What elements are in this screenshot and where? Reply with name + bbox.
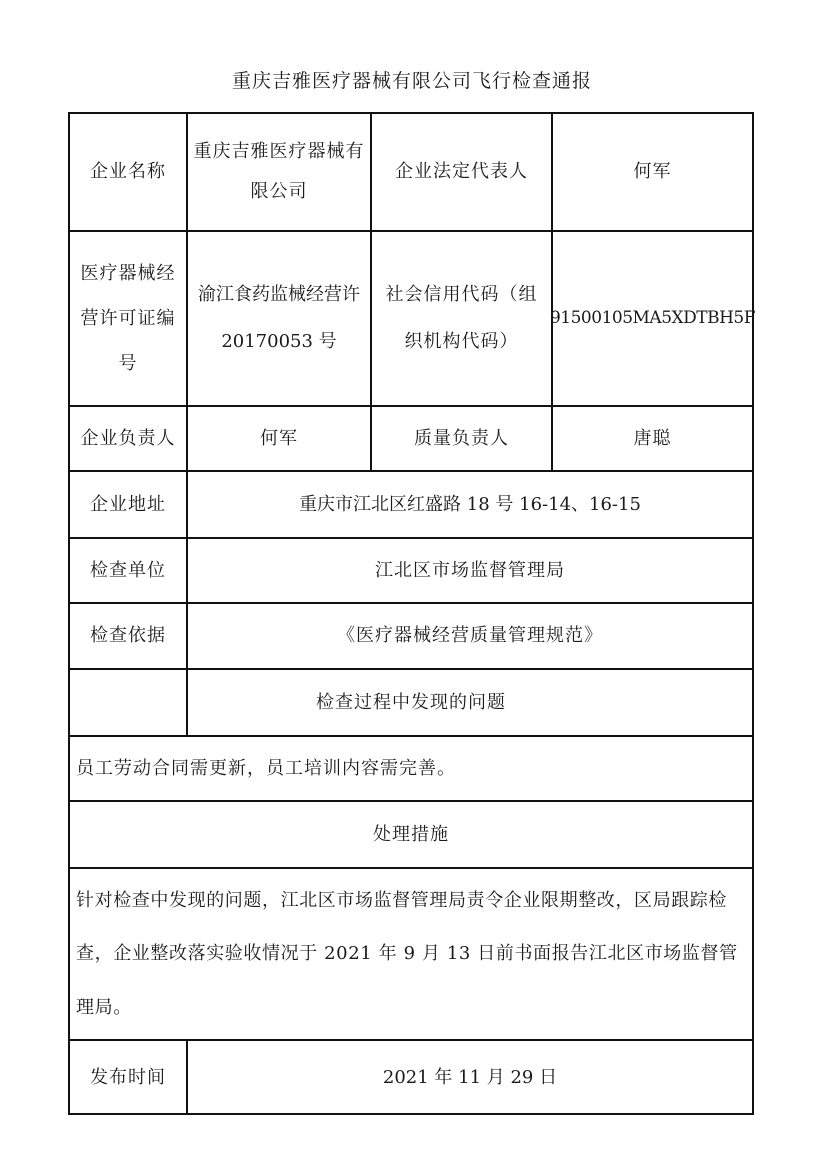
issues-header: 检查过程中发现的问题 [316,691,506,713]
quality-value: 唐聪 [633,427,672,449]
address-value: 重庆市江北区红盛路 18 号 16-14、16-15 [299,493,641,515]
principal-label: 企业负责人 [80,427,176,449]
inspector-label: 检查单位 [90,559,166,581]
principal-value: 何军 [260,427,298,449]
publish-value: 2021 年 11 月 29 日 [382,1067,558,1088]
license-value: 渝江食药监械经营许 20170053 号 [198,283,360,352]
address-label: 企业地址 [90,493,166,515]
credit-code-value: 91500105MA5XDTBH5F [549,308,756,328]
report-table [68,112,754,1115]
company-name-value: 重庆吉雅医疗器械有限公司 [193,140,365,202]
inspector-value: 江北区市场监督管理局 [375,559,565,581]
quality-label: 质量负责人 [414,427,509,449]
publish-label: 发布时间 [90,1067,166,1088]
company-name-label: 企业名称 [90,161,166,182]
measures-text: 针对检查中发现的问题，江北区市场监督管理局责令企业限期整改，区局跟踪检查，企业整改落实验收情况于 2021 年 9 月 13 日前书面报告江北区市场监督管理局。 [76,890,738,1018]
legal-rep-value: 何军 [633,161,672,182]
document-title: 重庆吉雅医疗器械有限公司飞行检查通报 [231,70,592,92]
credit-code-label: 社会信用代码（组织机构代码） [385,283,538,352]
basis-value: 《医疗器械经营质量管理规范》 [337,625,603,646]
license-label: 医疗器械经营许可证编号 [80,263,176,374]
measures-header: 处理措施 [373,823,449,845]
legal-rep-label: 企业法定代表人 [395,161,528,182]
issues-text: 员工劳动合同需更新，员工培训内容需完善。 [76,757,456,779]
basis-label: 检查依据 [90,625,166,646]
